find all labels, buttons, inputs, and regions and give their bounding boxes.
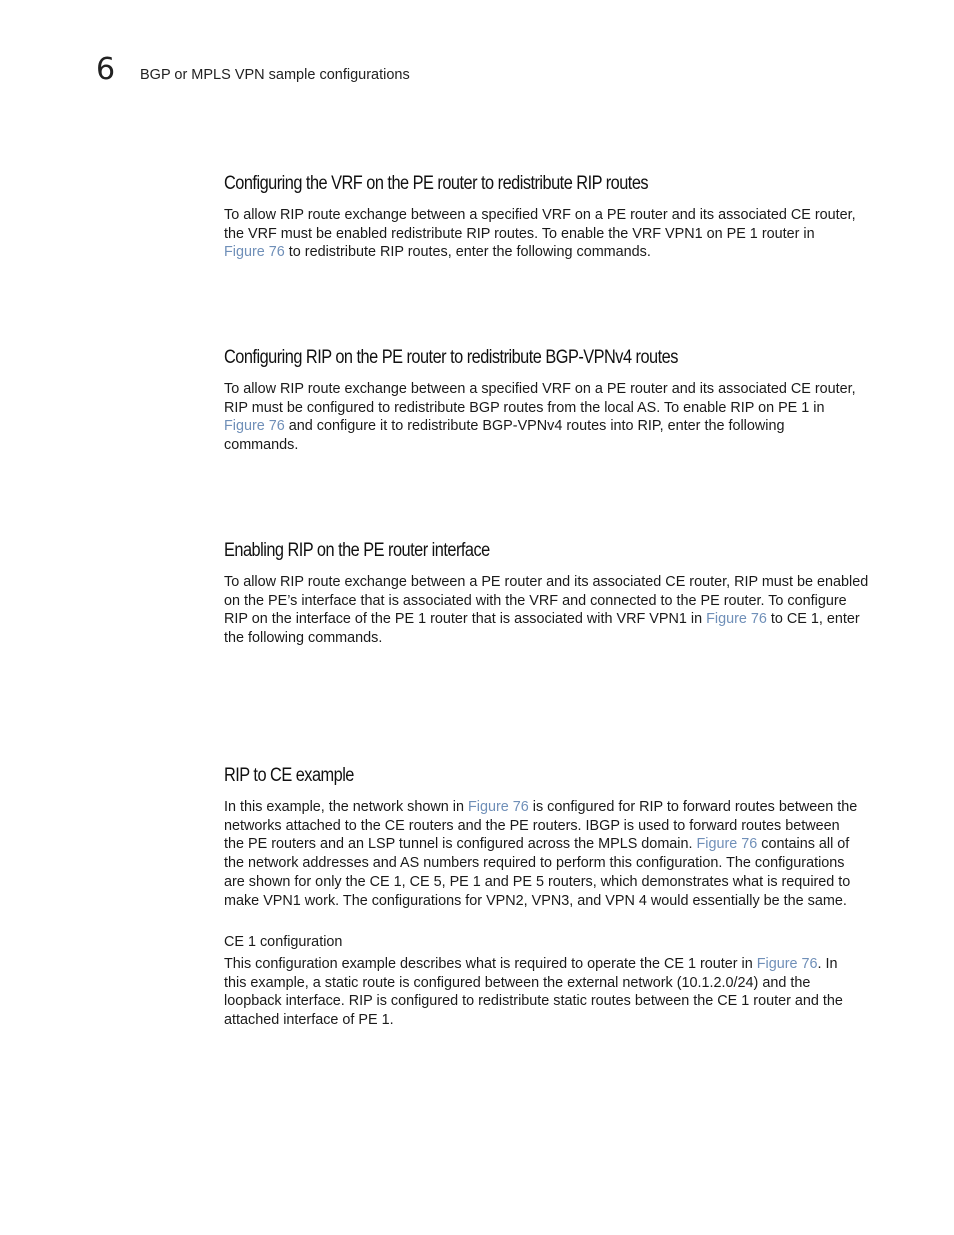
section-enable-rip-interface (224, 539, 872, 648)
paragraph-line (224, 610, 872, 629)
text-run: In this example, the network shown in (224, 799, 468, 815)
text-run: are shown for only the CE 1, CE 5, PE 1 and PE 5 routers, which demonstrates what is required to (224, 873, 851, 890)
paragraph-line (224, 992, 872, 1011)
text-run: This configuration example describes what is required to operate the CE 1 router in (224, 956, 757, 972)
paragraph-line (224, 243, 872, 262)
text-run: contains all of (757, 836, 850, 853)
paragraph-line (224, 835, 872, 854)
paragraph-line (224, 955, 872, 974)
section-paragraph (224, 798, 872, 910)
text-run: RIP on the interface of the PE 1 router that is associated with VRF VPN1 in (224, 611, 707, 628)
chapter-number: 6 (96, 52, 116, 87)
paragraph-line (224, 206, 872, 225)
paragraph-line (224, 417, 872, 436)
text-run: To allow RIP route exchange between a PE router and its associated CE router, RIP must be enabled (224, 574, 869, 590)
section-heading: Configuring RIP on the PE router to redistribute BGP-VPNv4 routes (224, 347, 678, 368)
text-run: To allow RIP route exchange between a specified VRF on a PE router and its associated CE router, (224, 381, 856, 397)
text-run: the following commands. (224, 630, 383, 647)
text-run: networks attached to the CE routers and the PE routers. IBGP is used to forward routes between (224, 817, 840, 834)
figure-link[interactable]: Figure 76 (467, 799, 529, 815)
paragraph-line (224, 892, 872, 911)
text-run: on the PE’s interface that is associated with the VRF and connected to the PE router. To configure (224, 592, 847, 609)
paragraph-line (224, 380, 872, 399)
section-heading: Enabling RIP on the PE router interface (224, 540, 490, 561)
figure-link[interactable]: Figure 76 (696, 836, 758, 853)
text-run: RIP must be configured to redistribute BGP routes from the local AS. To enable RIP on PE 1 in (224, 399, 825, 416)
text-run: . In (817, 956, 838, 972)
paragraph-line (224, 225, 872, 244)
paragraph-line (224, 399, 872, 418)
text-run: loopback interface. RIP is configured to redistribute static routes between the CE 1 router and the (224, 993, 843, 1010)
text-run: is configured for RIP to forward routes between the (528, 799, 858, 815)
paragraph-line (224, 629, 872, 648)
ce1-configuration (224, 945, 872, 1030)
chapter-title: BGP or MPLS VPN sample configurations (140, 67, 410, 83)
text-run: commands. (224, 437, 299, 454)
figure-link[interactable]: Figure 76 (224, 244, 285, 261)
text-run: the PE routers and an LSP tunnel is configured across the MPLS domain. (224, 836, 697, 853)
section-heading: RIP to CE example (224, 765, 354, 786)
paragraph-line (224, 817, 872, 836)
section-rip-to-ce-example (224, 764, 872, 910)
paragraph-line (224, 974, 872, 993)
ce1-paragraph (224, 955, 872, 1030)
text-run: the network addresses and AS numbers required to perform this configuration. The configurations (224, 855, 845, 872)
section-paragraph (224, 380, 872, 455)
paragraph-line (224, 798, 872, 817)
section-paragraph (224, 573, 872, 648)
paragraph-line (224, 436, 872, 455)
figure-link[interactable]: Figure 76 (706, 611, 767, 628)
text-run: and configure it to redistribute BGP-VPNv4 routes into RIP, enter the following (284, 418, 785, 435)
section-vrf-redistribute-rip (224, 172, 872, 262)
figure-link[interactable]: Figure 76 (224, 418, 285, 435)
figure-link[interactable]: Figure 76 (756, 956, 818, 972)
section-paragraph (224, 206, 872, 262)
text-run: make VPN1 work. The configurations for VPN2, VPN3, and VPN 4 would essentially be the same. (224, 892, 847, 909)
section-rip-redistribute-bgp (224, 346, 872, 455)
paragraph-line (224, 873, 872, 892)
text-run: the VRF must be enabled redistribute RIP routes. To enable the VRF VPN1 on PE 1 router in (224, 225, 815, 242)
text-run: to CE 1, enter (766, 611, 860, 628)
section-heading: Configuring the VRF on the PE router to redistribute RIP routes (224, 173, 649, 194)
text-run: to redistribute RIP routes, enter the following commands. (284, 244, 651, 261)
paragraph-line (224, 592, 872, 611)
paragraph-line (224, 1011, 872, 1030)
paragraph-line (224, 573, 872, 592)
text-run: To allow RIP route exchange between a specified VRF on a PE router and its associated CE router, (224, 207, 856, 223)
text-run: this example, a static route is configured between the external network (10.1.2.0/24) and the (224, 974, 811, 991)
ce1-configuration-label: CE 1 configuration (224, 934, 343, 950)
text-run: attached interface of PE 1. (224, 1012, 394, 1029)
paragraph-line (224, 854, 872, 873)
